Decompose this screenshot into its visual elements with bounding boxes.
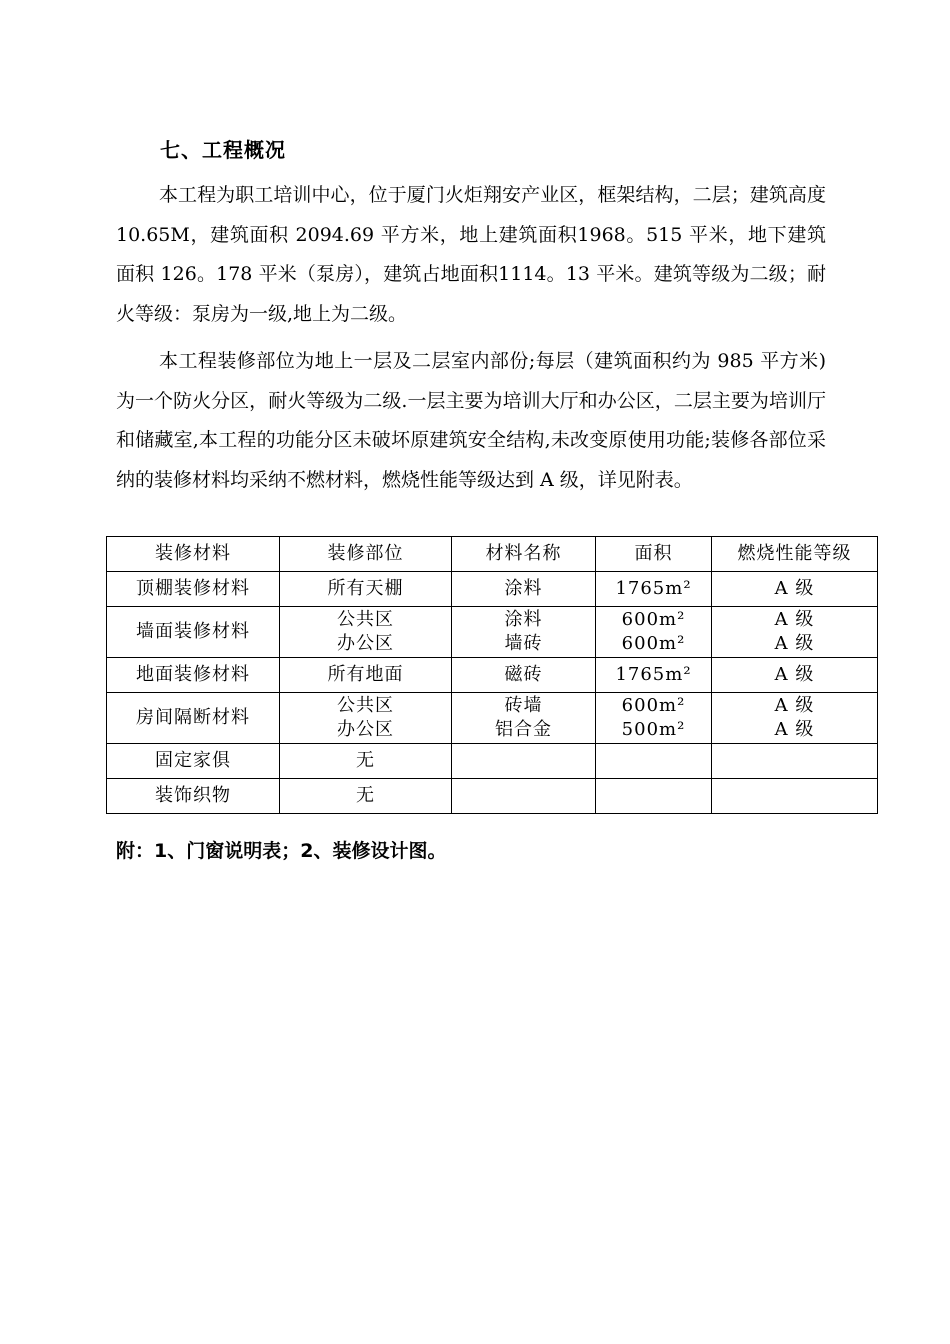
fire-grade-cell-line: A 级 <box>774 664 815 685</box>
area-cell-line: 600m² <box>621 633 686 654</box>
location-cell-line: 办公区 <box>337 719 394 740</box>
fire-grade-cell-line: A 级 <box>774 633 815 654</box>
material-cell: 固定家俱 <box>107 744 280 779</box>
fire-grade-cell-line: A 级 <box>774 609 815 630</box>
area-cell-line: 1765m² <box>615 578 692 599</box>
material-cell: 地面装修材料 <box>107 658 280 693</box>
location-cell <box>280 572 452 607</box>
location-cell-line: 无 <box>356 785 375 806</box>
area-cell <box>596 744 712 779</box>
fire-grade-cell <box>712 658 878 693</box>
material-name-cell <box>452 607 596 658</box>
material-name-cell-line: 磁砖 <box>504 664 543 685</box>
header-location: 装修部位 <box>280 537 452 572</box>
table-header-row <box>107 537 878 572</box>
material-name-cell <box>452 779 596 814</box>
header-fire-grade: 燃烧性能等级 <box>712 537 878 572</box>
material-name-cell <box>452 744 596 779</box>
material-name-cell-line: 涂料 <box>504 578 543 599</box>
area-cell <box>596 779 712 814</box>
table-row <box>107 572 878 607</box>
table-row <box>107 658 878 693</box>
table-row <box>107 744 878 779</box>
location-cell <box>280 693 452 744</box>
table-row <box>107 693 878 744</box>
header-material: 装修材料 <box>107 537 280 572</box>
section-heading: 七、工程概况 <box>160 138 286 162</box>
area-cell-line: 1765m² <box>615 664 692 685</box>
material-name-cell-line: 墙砖 <box>504 633 543 654</box>
location-cell-line: 办公区 <box>337 633 394 654</box>
material-cell: 装饰织物 <box>107 779 280 814</box>
table-row <box>107 779 878 814</box>
table-body <box>107 572 878 814</box>
location-cell <box>280 658 452 693</box>
table-row <box>107 607 878 658</box>
fire-grade-cell <box>712 779 878 814</box>
material-cell: 房间隔断材料 <box>107 693 280 744</box>
area-cell <box>596 693 712 744</box>
area-cell-line: 600m² <box>621 695 686 716</box>
fire-grade-cell <box>712 744 878 779</box>
fire-grade-cell <box>712 693 878 744</box>
material-cell: 顶棚装修材料 <box>107 572 280 607</box>
location-cell-line: 公共区 <box>337 695 394 716</box>
fire-grade-cell-line: A 级 <box>774 578 815 599</box>
area-cell <box>596 607 712 658</box>
header-material-name: 材料名称 <box>452 537 596 572</box>
area-cell <box>596 572 712 607</box>
fire-grade-cell-line: A 级 <box>774 719 815 740</box>
location-cell-line: 所有天棚 <box>327 578 404 599</box>
footnote: 附：1、门窗说明表；2、装修设计图。 <box>116 840 447 862</box>
material-cell: 墙面装修材料 <box>107 607 280 658</box>
area-cell-line: 500m² <box>621 719 686 740</box>
material-name-cell <box>452 693 596 744</box>
header-area: 面积 <box>596 537 712 572</box>
material-name-cell-line: 铝合金 <box>495 719 552 740</box>
paragraph-decoration: 本工程装修部位为地上一层及二层室内部份;每层（建筑面积约为 985 平方米)为一个防火分区，耐火等级为二级.一层主要为培训大厅和办公区，二层主要为培训厅和储藏室,本工程的功能分区未破坏原建筑安全结构,未改变原使用功能;装修各部位采纳的装修材料均采纳不燃材料，燃烧性能等级达到 A 级，详见附表。 <box>116 350 826 491</box>
fire-grade-cell <box>712 607 878 658</box>
location-cell-line: 公共区 <box>337 609 394 630</box>
location-cell-line: 所有地面 <box>327 664 404 685</box>
material-name-cell <box>452 658 596 693</box>
location-cell <box>280 607 452 658</box>
fire-grade-cell-line: A 级 <box>774 695 815 716</box>
location-cell <box>280 744 452 779</box>
material-name-cell-line: 涂料 <box>504 609 543 630</box>
area-cell-line: 600m² <box>621 609 686 630</box>
material-name-cell <box>452 572 596 607</box>
materials-table <box>106 536 878 814</box>
fire-grade-cell <box>712 572 878 607</box>
location-cell <box>280 779 452 814</box>
area-cell <box>596 658 712 693</box>
location-cell-line: 无 <box>356 750 375 771</box>
material-name-cell-line: 砖墙 <box>504 695 543 716</box>
paragraph-overview: 本工程为职工培训中心，位于厦门火炬翔安产业区，框架结构，二层；建筑高度 10.65M，建筑面积 2094.69 平方米，地上建筑面积1968。515 平米，地下建筑面积 126。178 平米（泵房），建筑占地面积1114。13 平米。建筑等级为二级；耐火等级：泵房为一级,地上为二级。 <box>116 184 826 325</box>
